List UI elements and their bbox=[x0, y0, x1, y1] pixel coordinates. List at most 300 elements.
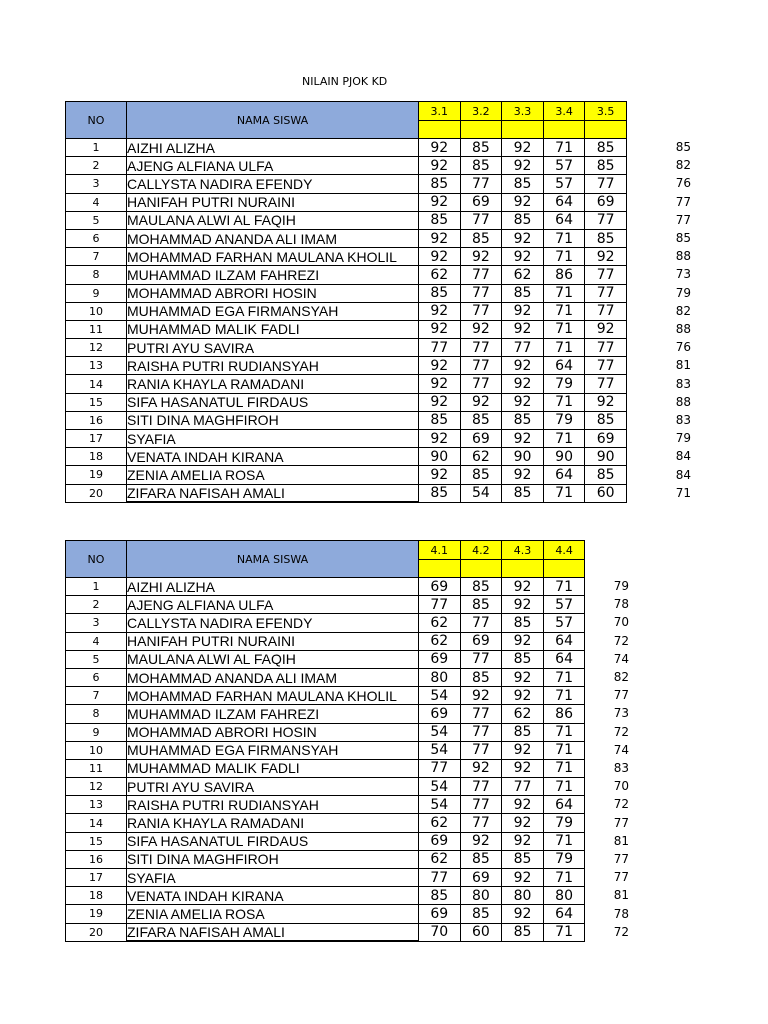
table-row bbox=[66, 284, 627, 302]
score-cell: 64 bbox=[543, 796, 585, 814]
score-cell: 69 bbox=[585, 193, 627, 211]
row-number: 3 bbox=[66, 614, 127, 632]
score-cell: 54 bbox=[419, 796, 461, 814]
table-row bbox=[66, 466, 627, 484]
average-value: 81 bbox=[613, 833, 629, 848]
student-name: SITI DINA MAGHFIROH bbox=[127, 411, 419, 429]
row-number: 16 bbox=[66, 411, 127, 429]
row-number: 2 bbox=[66, 157, 127, 175]
table-row bbox=[66, 778, 585, 796]
average-value: 72 bbox=[613, 924, 629, 939]
score-cell: 85 bbox=[419, 411, 461, 429]
score-cell: 77 bbox=[460, 796, 502, 814]
average-value: 76 bbox=[675, 340, 691, 355]
header-kd-blank bbox=[460, 560, 502, 578]
score-cell: 85 bbox=[502, 411, 544, 429]
average-value: 72 bbox=[613, 797, 629, 812]
student-name: MOHAMMAD ABRORI HOSIN bbox=[127, 723, 419, 741]
table-row bbox=[66, 850, 585, 868]
score-cell: 71 bbox=[543, 229, 585, 247]
student-name: AIZHI ALIZHA bbox=[127, 578, 419, 596]
score-cell: 92 bbox=[585, 248, 627, 266]
average-value: 81 bbox=[675, 358, 691, 373]
student-name: PUTRI AYU SAVIRA bbox=[127, 778, 419, 796]
score-cell: 92 bbox=[502, 632, 544, 650]
score-cell: 85 bbox=[585, 157, 627, 175]
score-cell: 92 bbox=[502, 869, 544, 887]
table-row bbox=[66, 430, 627, 448]
average-value: 84 bbox=[675, 467, 691, 482]
average-value: 88 bbox=[675, 249, 691, 264]
score-cell: 85 bbox=[419, 887, 461, 905]
score-cell: 79 bbox=[543, 850, 585, 868]
student-name: AJENG ALFIANA ULFA bbox=[127, 157, 419, 175]
row-number: 15 bbox=[66, 832, 127, 850]
table-row bbox=[66, 484, 627, 502]
score-cell: 92 bbox=[419, 393, 461, 411]
score-cell: 85 bbox=[585, 411, 627, 429]
table-row bbox=[66, 175, 627, 193]
row-number: 13 bbox=[66, 357, 127, 375]
average-value: 83 bbox=[675, 376, 691, 391]
table-row bbox=[66, 248, 627, 266]
header-nama-siswa: NAMA SISWA bbox=[127, 102, 419, 139]
row-number: 18 bbox=[66, 887, 127, 905]
score-cell: 77 bbox=[460, 614, 502, 632]
score-cell: 71 bbox=[543, 284, 585, 302]
score-cell: 85 bbox=[460, 411, 502, 429]
score-cell: 77 bbox=[460, 284, 502, 302]
row-number: 19 bbox=[66, 466, 127, 484]
table-row bbox=[66, 320, 627, 338]
table-row bbox=[66, 393, 627, 411]
score-cell: 92 bbox=[502, 796, 544, 814]
student-name: MAULANA ALWI AL FAQIH bbox=[127, 211, 419, 229]
score-cell: 92 bbox=[502, 139, 544, 157]
score-cell: 64 bbox=[543, 193, 585, 211]
score-cell: 71 bbox=[543, 923, 585, 941]
table-row bbox=[66, 887, 585, 905]
average-value: 70 bbox=[613, 779, 629, 794]
score-cell: 69 bbox=[460, 193, 502, 211]
score-cell: 92 bbox=[502, 229, 544, 247]
header-nama-siswa: NAMA SISWA bbox=[127, 541, 419, 578]
score-cell: 64 bbox=[543, 632, 585, 650]
score-cell: 77 bbox=[460, 211, 502, 229]
score-cell: 92 bbox=[419, 248, 461, 266]
score-cell: 57 bbox=[543, 175, 585, 193]
student-name: SYAFIA bbox=[127, 869, 419, 887]
table-row bbox=[66, 211, 627, 229]
row-number: 8 bbox=[66, 266, 127, 284]
score-cell: 77 bbox=[460, 723, 502, 741]
score-cell: 69 bbox=[460, 632, 502, 650]
grades-table-kd4 bbox=[65, 540, 585, 942]
average-value: 79 bbox=[613, 579, 629, 593]
row-number: 20 bbox=[66, 484, 127, 502]
score-cell: 54 bbox=[419, 723, 461, 741]
table-row bbox=[66, 923, 585, 941]
row-number: 7 bbox=[66, 687, 127, 705]
average-value: 73 bbox=[613, 706, 629, 721]
score-cell: 71 bbox=[543, 248, 585, 266]
average-value: 76 bbox=[675, 176, 691, 191]
score-cell: 54 bbox=[460, 484, 502, 502]
row-number: 17 bbox=[66, 869, 127, 887]
score-cell: 60 bbox=[585, 484, 627, 502]
header-kd-3-4: 3.4 bbox=[543, 102, 585, 121]
table-row bbox=[66, 193, 627, 211]
student-name: HANIFAH PUTRI NURAINI bbox=[127, 632, 419, 650]
table-row bbox=[66, 229, 627, 247]
row-number: 16 bbox=[66, 850, 127, 868]
score-cell: 62 bbox=[502, 266, 544, 284]
score-cell: 57 bbox=[543, 614, 585, 632]
score-cell: 71 bbox=[543, 741, 585, 759]
score-cell: 92 bbox=[419, 302, 461, 320]
header-kd-3-5: 3.5 bbox=[585, 102, 627, 121]
score-cell: 62 bbox=[502, 705, 544, 723]
score-cell: 92 bbox=[502, 466, 544, 484]
score-cell: 85 bbox=[585, 466, 627, 484]
table-row bbox=[66, 266, 627, 284]
score-cell: 71 bbox=[543, 869, 585, 887]
row-number: 10 bbox=[66, 302, 127, 320]
student-name: MOHAMMAD ANANDA ALI IMAM bbox=[127, 668, 419, 686]
average-value: 74 bbox=[613, 651, 629, 666]
score-cell: 92 bbox=[460, 320, 502, 338]
average-value: 70 bbox=[613, 615, 629, 630]
student-name: SIFA HASANATUL FIRDAUS bbox=[127, 393, 419, 411]
student-name: SITI DINA MAGHFIROH bbox=[127, 850, 419, 868]
score-cell: 71 bbox=[543, 139, 585, 157]
average-value: 82 bbox=[675, 158, 691, 173]
score-cell: 57 bbox=[543, 157, 585, 175]
score-cell: 77 bbox=[585, 375, 627, 393]
score-cell: 77 bbox=[460, 266, 502, 284]
score-cell: 92 bbox=[419, 193, 461, 211]
score-cell: 85 bbox=[419, 211, 461, 229]
score-cell: 71 bbox=[543, 723, 585, 741]
score-cell: 69 bbox=[419, 705, 461, 723]
score-cell: 92 bbox=[419, 357, 461, 375]
header-kd-blank bbox=[419, 121, 461, 139]
score-cell: 77 bbox=[585, 284, 627, 302]
score-cell: 86 bbox=[543, 705, 585, 723]
header-kd-blank bbox=[585, 121, 627, 139]
student-name: VENATA INDAH KIRANA bbox=[127, 448, 419, 466]
score-cell: 77 bbox=[502, 339, 544, 357]
score-cell: 92 bbox=[502, 248, 544, 266]
score-cell: 90 bbox=[585, 448, 627, 466]
student-name: HANIFAH PUTRI NURAINI bbox=[127, 193, 419, 211]
row-number: 14 bbox=[66, 814, 127, 832]
student-name: MOHAMMAD ABRORI HOSIN bbox=[127, 284, 419, 302]
table-row bbox=[66, 705, 585, 723]
score-cell: 92 bbox=[502, 578, 544, 596]
score-cell: 80 bbox=[543, 887, 585, 905]
student-name: ZIFARA NAFISAH AMALI bbox=[127, 484, 419, 502]
average-value: 83 bbox=[613, 761, 629, 775]
score-cell: 71 bbox=[543, 430, 585, 448]
row-number: 7 bbox=[66, 248, 127, 266]
student-name: CALLYSTA NADIRA EFENDY bbox=[127, 614, 419, 632]
score-cell: 90 bbox=[543, 448, 585, 466]
score-cell: 85 bbox=[502, 850, 544, 868]
table-row bbox=[66, 832, 585, 850]
score-cell: 64 bbox=[543, 211, 585, 229]
row-number: 17 bbox=[66, 430, 127, 448]
score-cell: 92 bbox=[502, 759, 544, 777]
row-number: 8 bbox=[66, 705, 127, 723]
score-cell: 62 bbox=[419, 850, 461, 868]
score-cell: 64 bbox=[543, 650, 585, 668]
student-name: MOHAMMAD FARHAN MAULANA KHOLIL bbox=[127, 687, 419, 705]
table-row bbox=[66, 578, 585, 596]
table-row bbox=[66, 741, 585, 759]
row-number: 4 bbox=[66, 193, 127, 211]
score-cell: 85 bbox=[460, 850, 502, 868]
score-cell: 77 bbox=[585, 211, 627, 229]
score-cell: 71 bbox=[543, 687, 585, 705]
score-cell: 69 bbox=[460, 430, 502, 448]
score-cell: 77 bbox=[460, 705, 502, 723]
score-cell: 69 bbox=[419, 578, 461, 596]
student-name: ZIFARA NAFISAH AMALI bbox=[127, 923, 419, 941]
score-cell: 85 bbox=[460, 139, 502, 157]
score-cell: 92 bbox=[502, 430, 544, 448]
score-cell: 85 bbox=[502, 614, 544, 632]
score-cell: 85 bbox=[460, 229, 502, 247]
score-cell: 85 bbox=[502, 923, 544, 941]
average-value: 79 bbox=[675, 431, 691, 446]
table-row bbox=[66, 614, 585, 632]
score-cell: 77 bbox=[460, 357, 502, 375]
score-cell: 64 bbox=[543, 466, 585, 484]
student-name: MUHAMMAD EGA FIRMANSYAH bbox=[127, 741, 419, 759]
table-row bbox=[66, 814, 585, 832]
average-value: 77 bbox=[613, 815, 629, 830]
score-cell: 92 bbox=[419, 229, 461, 247]
table-row bbox=[66, 723, 585, 741]
average-value: 77 bbox=[675, 194, 691, 209]
score-cell: 71 bbox=[543, 339, 585, 357]
table-row bbox=[66, 687, 585, 705]
score-cell: 79 bbox=[543, 411, 585, 429]
average-value: 71 bbox=[675, 485, 691, 500]
score-cell: 71 bbox=[543, 578, 585, 596]
student-name: ZENIA AMELIA ROSA bbox=[127, 905, 419, 923]
table-row bbox=[66, 596, 585, 614]
header-kd-3-3: 3.3 bbox=[502, 102, 544, 121]
score-cell: 71 bbox=[543, 832, 585, 850]
row-number: 12 bbox=[66, 778, 127, 796]
student-name: MOHAMMAD ANANDA ALI IMAM bbox=[127, 229, 419, 247]
score-cell: 92 bbox=[419, 139, 461, 157]
score-cell: 80 bbox=[419, 668, 461, 686]
score-cell: 62 bbox=[460, 448, 502, 466]
student-name: RAISHA PUTRI RUDIANSYAH bbox=[127, 357, 419, 375]
score-cell: 77 bbox=[419, 869, 461, 887]
score-cell: 85 bbox=[460, 596, 502, 614]
score-cell: 71 bbox=[543, 668, 585, 686]
score-cell: 77 bbox=[460, 650, 502, 668]
student-name: PUTRI AYU SAVIRA bbox=[127, 339, 419, 357]
table-row bbox=[66, 302, 627, 320]
score-cell: 85 bbox=[460, 466, 502, 484]
average-value: 83 bbox=[675, 413, 691, 427]
table-row bbox=[66, 632, 585, 650]
score-cell: 92 bbox=[502, 320, 544, 338]
header-no: NO bbox=[66, 541, 127, 578]
score-cell: 62 bbox=[419, 614, 461, 632]
table-row bbox=[66, 375, 627, 393]
score-cell: 54 bbox=[419, 778, 461, 796]
average-value: 82 bbox=[613, 670, 629, 684]
average-value: 72 bbox=[613, 633, 629, 648]
score-cell: 85 bbox=[419, 175, 461, 193]
score-cell: 92 bbox=[502, 357, 544, 375]
score-cell: 92 bbox=[502, 157, 544, 175]
table-row bbox=[66, 668, 585, 686]
row-number: 9 bbox=[66, 723, 127, 741]
score-cell: 77 bbox=[460, 302, 502, 320]
score-cell: 85 bbox=[585, 229, 627, 247]
row-number: 10 bbox=[66, 741, 127, 759]
page-title: NILAIN PJOK KD bbox=[302, 75, 388, 88]
score-cell: 69 bbox=[419, 905, 461, 923]
student-name: MOHAMMAD FARHAN MAULANA KHOLIL bbox=[127, 248, 419, 266]
header-kd-blank bbox=[543, 121, 585, 139]
score-cell: 77 bbox=[419, 339, 461, 357]
score-cell: 92 bbox=[460, 687, 502, 705]
score-cell: 71 bbox=[543, 320, 585, 338]
header-kd-blank bbox=[502, 560, 544, 578]
table-row bbox=[66, 905, 585, 923]
score-cell: 54 bbox=[419, 687, 461, 705]
score-cell: 85 bbox=[460, 905, 502, 923]
score-cell: 92 bbox=[502, 832, 544, 850]
score-cell: 71 bbox=[543, 778, 585, 796]
row-number: 19 bbox=[66, 905, 127, 923]
average-value: 73 bbox=[675, 267, 691, 282]
score-cell: 85 bbox=[502, 484, 544, 502]
row-number: 18 bbox=[66, 448, 127, 466]
student-name: AJENG ALFIANA ULFA bbox=[127, 596, 419, 614]
table-row bbox=[66, 869, 585, 887]
row-number: 11 bbox=[66, 320, 127, 338]
score-cell: 85 bbox=[460, 578, 502, 596]
student-name: AIZHI ALIZHA bbox=[127, 139, 419, 157]
score-cell: 62 bbox=[419, 632, 461, 650]
grades-table-kd3 bbox=[65, 101, 627, 503]
table-row bbox=[66, 411, 627, 429]
row-number: 9 bbox=[66, 284, 127, 302]
average-value: 74 bbox=[613, 742, 629, 757]
score-cell: 77 bbox=[419, 759, 461, 777]
score-cell: 92 bbox=[419, 375, 461, 393]
score-cell: 85 bbox=[502, 650, 544, 668]
table-row bbox=[66, 357, 627, 375]
score-cell: 69 bbox=[460, 869, 502, 887]
score-cell: 90 bbox=[419, 448, 461, 466]
average-value: 85 bbox=[675, 140, 691, 154]
score-cell: 77 bbox=[460, 814, 502, 832]
score-cell: 71 bbox=[543, 484, 585, 502]
score-cell: 71 bbox=[543, 759, 585, 777]
student-name: SIFA HASANATUL FIRDAUS bbox=[127, 832, 419, 850]
average-value: 77 bbox=[675, 212, 691, 227]
score-cell: 90 bbox=[502, 448, 544, 466]
student-name: CALLYSTA NADIRA EFENDY bbox=[127, 175, 419, 193]
score-cell: 80 bbox=[460, 887, 502, 905]
score-cell: 92 bbox=[419, 320, 461, 338]
header-kd-4-3: 4.3 bbox=[502, 541, 544, 560]
row-number: 15 bbox=[66, 393, 127, 411]
score-cell: 92 bbox=[502, 193, 544, 211]
average-value: 79 bbox=[675, 285, 691, 300]
score-cell: 92 bbox=[502, 687, 544, 705]
student-name: MUHAMMAD ILZAM FAHREZI bbox=[127, 266, 419, 284]
table-row bbox=[66, 139, 627, 157]
table-row bbox=[66, 157, 627, 175]
score-cell: 85 bbox=[419, 284, 461, 302]
score-cell: 85 bbox=[460, 157, 502, 175]
row-number: 6 bbox=[66, 668, 127, 686]
score-cell: 77 bbox=[419, 596, 461, 614]
score-cell: 77 bbox=[460, 741, 502, 759]
score-cell: 79 bbox=[543, 375, 585, 393]
student-name: MUHAMMAD ILZAM FAHREZI bbox=[127, 705, 419, 723]
score-cell: 92 bbox=[460, 832, 502, 850]
header-kd-blank bbox=[460, 121, 502, 139]
average-value: 82 bbox=[675, 303, 691, 318]
header-kd-blank bbox=[419, 560, 461, 578]
average-value: 72 bbox=[613, 724, 629, 739]
average-value: 84 bbox=[675, 449, 691, 464]
row-number: 6 bbox=[66, 229, 127, 247]
score-cell: 77 bbox=[585, 175, 627, 193]
table-row bbox=[66, 339, 627, 357]
score-cell: 85 bbox=[585, 139, 627, 157]
row-number: 12 bbox=[66, 339, 127, 357]
row-number: 13 bbox=[66, 796, 127, 814]
row-number: 2 bbox=[66, 596, 127, 614]
score-cell: 62 bbox=[419, 266, 461, 284]
score-cell: 77 bbox=[460, 778, 502, 796]
row-number: 5 bbox=[66, 211, 127, 229]
average-value: 78 bbox=[613, 906, 629, 921]
score-cell: 60 bbox=[460, 923, 502, 941]
score-cell: 69 bbox=[419, 650, 461, 668]
score-cell: 77 bbox=[460, 375, 502, 393]
score-cell: 85 bbox=[502, 284, 544, 302]
header-kd-4-1: 4.1 bbox=[419, 541, 461, 560]
score-cell: 77 bbox=[585, 266, 627, 284]
score-cell: 85 bbox=[502, 723, 544, 741]
student-name: ZENIA AMELIA ROSA bbox=[127, 466, 419, 484]
average-value: 88 bbox=[675, 394, 691, 409]
score-cell: 85 bbox=[502, 175, 544, 193]
score-cell: 80 bbox=[502, 887, 544, 905]
score-cell: 92 bbox=[419, 157, 461, 175]
row-number: 3 bbox=[66, 175, 127, 193]
student-name: MAULANA ALWI AL FAQIH bbox=[127, 650, 419, 668]
score-cell: 62 bbox=[419, 814, 461, 832]
score-cell: 69 bbox=[419, 832, 461, 850]
score-cell: 92 bbox=[460, 759, 502, 777]
student-name: MUHAMMAD EGA FIRMANSYAH bbox=[127, 302, 419, 320]
